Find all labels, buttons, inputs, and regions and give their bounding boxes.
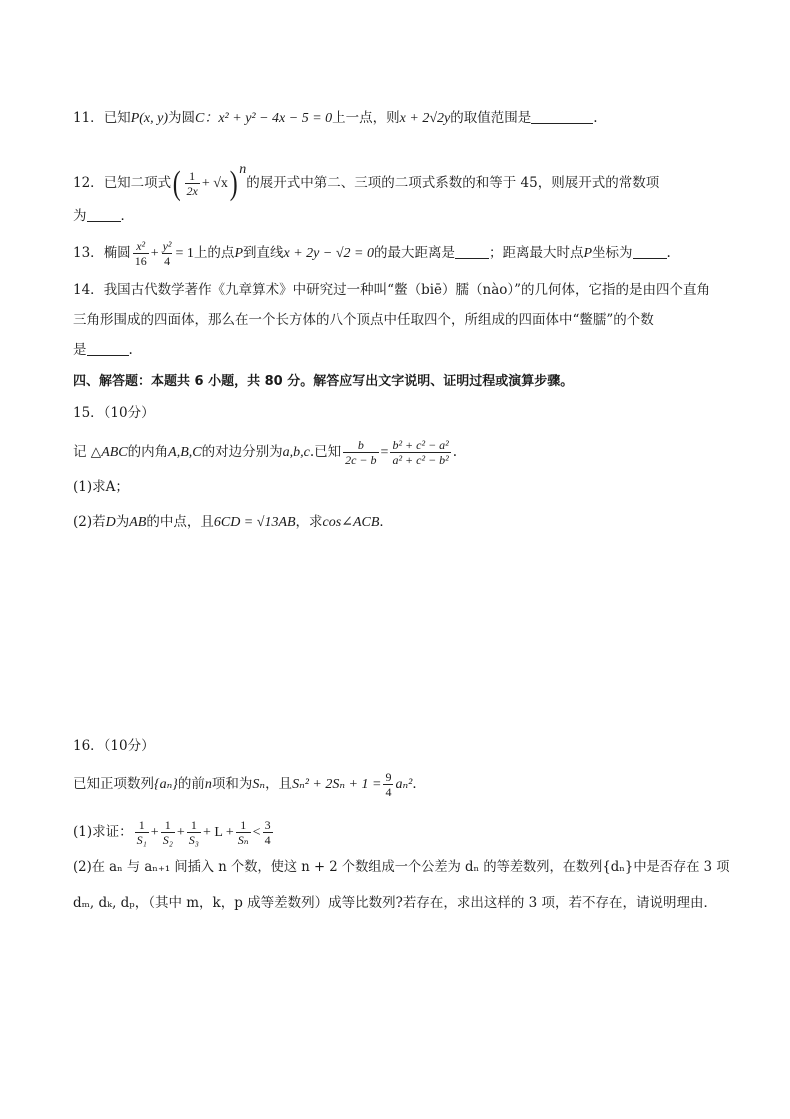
q15-p2-text-4: ，求 <box>295 514 323 530</box>
question-14-line-1 <box>73 280 710 300</box>
q15-text-1: 记 △ <box>73 444 102 460</box>
q15-p2-text-2: 为 <box>115 514 130 530</box>
q13-point-p-2: P <box>583 246 593 261</box>
q11-answer-blank <box>531 109 593 124</box>
q15-p2-segment-ab: AB <box>129 515 147 530</box>
q12-exponent: n <box>239 162 247 177</box>
q13-answer-blank-1 <box>455 244 489 259</box>
q11-text-2: 为圆 <box>168 110 195 126</box>
question-15-part-2 <box>73 512 393 533</box>
q15-p2-target: cos∠ACB <box>322 515 380 530</box>
q16-p1-f1-num: 1 <box>138 818 145 832</box>
q15-angles: A,B,C <box>168 445 202 460</box>
q16-p1-f2-den: S₂ <box>162 833 173 847</box>
q13-text-2: 上的点 <box>193 245 235 261</box>
q13-plus: + <box>150 246 159 261</box>
q16-p1-f1-den: S₁ <box>136 833 147 847</box>
q15-f1-num: b <box>357 438 364 452</box>
question-16-part-1: (1)求证： $\frac{1}{\text{S₁}}$ + $\frac{1}{\text{S₂}}$ + $\frac{1}{\text{S₃}}$ + L + $\frac{1}{\text{Sₙ}}$ < $\frac{3}{4}$ <box>73 818 271 847</box>
q13-equals: = 1 <box>175 246 194 261</box>
q15-text-3: 的对边分别为 <box>201 444 283 460</box>
q12-paren-right: ) <box>229 164 238 202</box>
q15-f2-den: a² + c² − b² <box>392 453 449 467</box>
question-14-line-3 <box>73 340 133 360</box>
q16-p1-frac-2 <box>161 818 175 847</box>
q13-point-p: P <box>234 246 243 261</box>
q15-equals: = <box>380 445 389 460</box>
q12-paren-left: ( <box>172 164 181 202</box>
q13-number: 13． <box>73 245 104 261</box>
q16-p1-less-than: < <box>252 825 261 840</box>
q12-frac-num: 1 <box>189 169 196 183</box>
q14-answer-blank <box>87 341 129 356</box>
q13-f1-den: 16 <box>134 254 147 268</box>
q16-text-1: 已知正项数列 <box>73 776 154 792</box>
q16-p1-frac-1 <box>135 818 149 847</box>
q14-end: . <box>128 342 133 358</box>
q11-end: . <box>593 110 598 126</box>
q16-p1-f5-den: 4 <box>264 833 271 847</box>
q15-fraction-1 <box>343 438 378 467</box>
q16-frac-den: 4 <box>385 785 392 799</box>
q16-p1-ellipsis: + L + <box>202 825 234 840</box>
q13-answer-blank-2 <box>633 244 667 259</box>
q11-text-1: 已知 <box>103 110 131 126</box>
q14-number: 14． <box>73 282 104 298</box>
q16-p1-frac-4 <box>236 818 251 847</box>
q12-text-3: 为 <box>73 208 87 224</box>
q11-text-4: 的取值范围是 <box>450 110 532 126</box>
q13-fraction-2 <box>161 239 174 268</box>
q15-text-2: 的内角 <box>127 444 169 460</box>
question-16-part-2-line-1: (2)在 aₙ 与 aₙ₊₁ 间插入 n 个数，使这 n + 2 个数组成一个公差为 dₙ 的等差数列，在数列{dₙ}中是否存在 3 项 <box>73 859 730 875</box>
q16-p1-f3-num: 1 <box>190 818 197 832</box>
q14-line-3: 是 <box>73 342 87 358</box>
question-15-stem <box>73 436 457 469</box>
q12-end: ． <box>120 208 134 224</box>
q15-fraction-2 <box>390 438 450 467</box>
question-12 <box>73 152 659 202</box>
q15-p2-text-1: (2)若 <box>73 514 106 530</box>
q16-an-squared: aₙ² <box>395 777 413 792</box>
q12-number: 12． <box>73 175 104 191</box>
q15-end: . <box>452 444 458 460</box>
question-16-part-2-line-2: dₘ, dₖ, dₚ，（其中 m，k，p 成等差数列）成等比数列?若存在，求出这样的 3 项，若不存在，请说明理由． <box>73 895 718 911</box>
section-4-heading: 四、解答题：本题共 6 小题，共 80 分。解答应写出文字说明、证明过程或演算步骤。 <box>73 374 574 389</box>
q11-circle-eq: C：x² + y² − 4x − 5 = 0 <box>195 111 333 126</box>
q15-f1-den: 2c − b <box>345 453 377 467</box>
q16-text-3: 项和为 <box>211 776 253 792</box>
q15-triangle: ABC <box>101 445 128 460</box>
q15-p2-condition: 6CD = √13AB <box>213 515 296 530</box>
q11-point-p: P(x, y) <box>130 111 168 126</box>
q15-p2-end: ． <box>379 514 393 530</box>
question-11 <box>73 108 598 129</box>
q11-text-3: 上一点，则 <box>332 110 400 126</box>
q12-text-2: 的展开式中第二、三项的二项式系数的和等于 45，则展开式的常数项 <box>246 175 660 191</box>
q15-p2-text-3: 的中点，且 <box>146 514 214 530</box>
question-15-header: 15．（10分） <box>73 405 155 421</box>
q12-answer-blank <box>87 207 121 222</box>
q13-text-6: 坐标为 <box>592 245 633 261</box>
q16-text-4: ，且 <box>265 776 293 792</box>
q16-sum: Sₙ <box>252 777 266 792</box>
q11-expression: x + 2√2y <box>399 111 451 126</box>
q16-p1-frac-5 <box>263 818 273 847</box>
q16-fraction <box>383 770 393 799</box>
q13-line-eq: x + 2y − √2 = 0 <box>283 246 374 261</box>
q12-frac-den: 2x <box>186 184 198 198</box>
q12-text-1: 已知二项式 <box>103 175 172 191</box>
q13-f2-num: y² <box>162 239 172 253</box>
q15-text-4: .已知 <box>309 444 342 460</box>
q13-text-1: 椭圆 <box>103 245 131 261</box>
q16-n: n <box>204 777 212 792</box>
question-14-line-2 <box>73 310 654 330</box>
q13-end: . <box>666 245 671 261</box>
q16-p1-f3-den: S₃ <box>188 833 199 847</box>
question-16-stem <box>73 768 426 801</box>
question-15-part-1: (1)求A； <box>73 479 129 495</box>
q16-sequence: {aₙ} <box>154 777 178 792</box>
q16-p1-frac-3 <box>187 818 201 847</box>
q16-p1-f4-num: 1 <box>240 818 247 832</box>
question-12-line-2 <box>73 206 134 226</box>
q16-frac-num: 9 <box>385 770 392 784</box>
q16-end: ． <box>412 776 426 792</box>
q13-fraction-1 <box>133 239 149 268</box>
q16-text-2: 的前 <box>177 776 205 792</box>
q13-text-3: 到直线 <box>243 245 284 261</box>
q16-p1-f2-num: 1 <box>164 818 171 832</box>
q16-equation: Sₙ² + 2Sₙ + 1 = <box>292 777 382 792</box>
q15-sides: a,b,c <box>282 445 310 460</box>
q14-line-2: 三角形围成的四面体，那么在一个长方体的八个顶点中任取四个，所组成的四面体中“鳖臑”的个数 <box>73 312 654 328</box>
question-16-header: 16．（10分） <box>73 738 155 754</box>
q15-f2-num: b² + c² − a² <box>392 438 449 452</box>
q16-p1-f4-den: Sₙ <box>237 833 249 847</box>
q14-line-1: 我国古代数学著作《九章算术》中研究过一种叫“鳖（biē）臑（nào）”的几何体，它指的是由四个直角 <box>103 282 711 298</box>
q15-p2-point-d: D <box>105 515 116 530</box>
q16-p1-text: (1)求证： <box>73 824 133 840</box>
q16-p1-f5-num: 3 <box>264 818 271 832</box>
q13-text-5: ；距离最大时点 <box>488 245 584 261</box>
q12-fraction <box>185 169 200 198</box>
q13-f1-num: x² <box>136 239 146 253</box>
question-13 <box>73 236 671 271</box>
q13-text-4: 的最大距离是 <box>373 245 455 261</box>
q13-f2-den: 4 <box>164 254 171 268</box>
q11-number: 11． <box>73 110 104 126</box>
q12-plus-sqrt: + √x <box>201 176 228 191</box>
